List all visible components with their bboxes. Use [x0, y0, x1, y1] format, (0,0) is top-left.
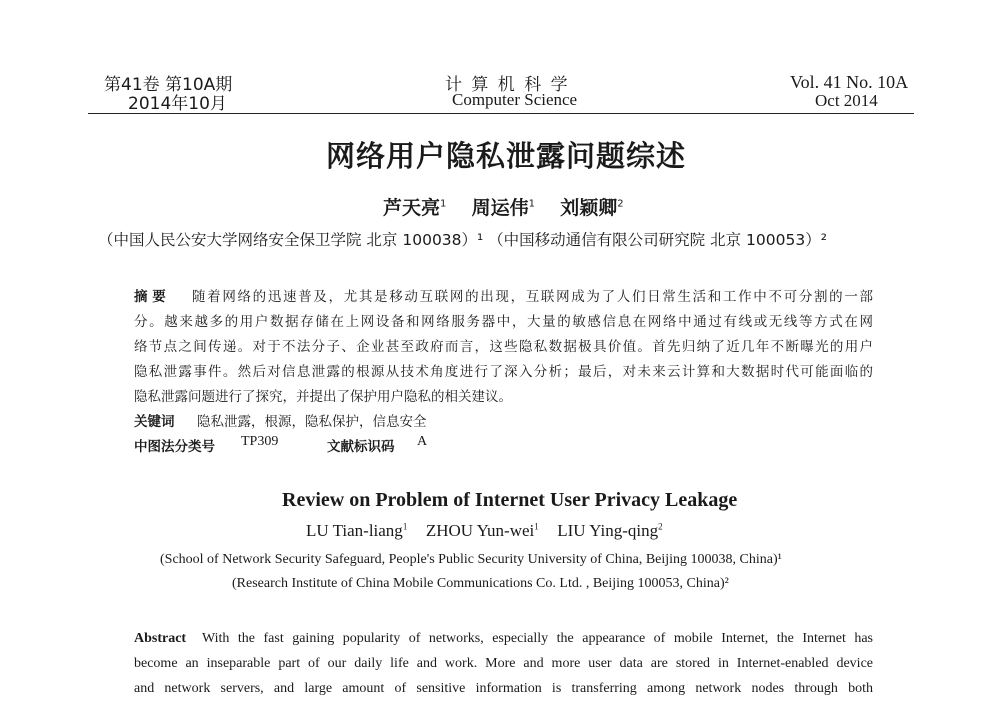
- authors-cn: [383, 193, 624, 220]
- journal-name-en: Computer Science: [452, 90, 578, 109]
- authors-en: [306, 521, 663, 541]
- affiliation-en-1: (School of Network Security Safeguard, People's Public Security University of China, Beijing 100038, China)¹: [160, 552, 782, 567]
- author-3-en-affil: 2: [658, 521, 663, 532]
- keywords-cn-label: 关键词: [134, 414, 175, 430]
- abstract-cn-line-1: 随着网络的迅速普及，尤其是移动互联网的出现，互联网成为了人们日常生活和工作中不可分割的一部: [192, 289, 873, 305]
- paper-title-en: Review on Problem of Internet User Privacy Leakage: [282, 489, 738, 511]
- keywords-cn-value: 隐私泄露，根源，隐私保护，信息安全: [197, 414, 427, 430]
- affiliation-en-2: (Research Institute of China Mobile Communications Co. Ltd. , Beijing 100053, China)²: [232, 576, 729, 591]
- journal-name-cn: 计 算 机 科 学: [445, 75, 570, 95]
- author-1-en: LU Tian-liang: [306, 521, 403, 540]
- abstract-cn-line-3: 络节点之间传递。对于不法分子、企业甚至政府而言，这些隐私数据极具价值。首先归纳了近几年不断曝光的用户: [134, 339, 873, 355]
- author-2-cn: 周运伟: [471, 197, 529, 219]
- abstract-en-label: Abstract: [134, 631, 187, 646]
- abstract-cn-label: 摘 要: [134, 289, 166, 305]
- author-1-cn: 芦天亮: [383, 197, 441, 219]
- header-date-en: Oct 2014: [815, 91, 878, 110]
- author-2-en-affil: 1: [534, 521, 539, 532]
- abstract-cn-line-4: 隐私泄露事件。然后对信息泄露的根源从技术角度进行了深入分析；最后，对未来云计算和大数据时代可能面临的: [134, 364, 873, 380]
- author-1-cn-affil: 1: [440, 198, 447, 210]
- header-date-cn: 2014年10月: [128, 94, 227, 114]
- author-3-cn-affil: 2: [617, 198, 624, 210]
- abstract-cn-line-5: 隐私泄露问题进行了探究，并提出了保护用户隐私的相关建议。: [134, 389, 512, 405]
- author-3-cn: 刘颖卿: [560, 197, 618, 219]
- header-volume-en: Vol. 41 No. 10A: [790, 72, 909, 92]
- abstract-en-line-2: become an inseparable part of our daily life and work. More and more user data are stored in Internet-enabled device: [134, 656, 873, 671]
- affiliations-cn: （中国人民公安大学网络安全保卫学院 北京 100038）¹ （中国移动通信有限公司研究院 北京 100053）²: [98, 231, 827, 249]
- author-3-en: LIU Ying-qing: [557, 521, 659, 540]
- author-1-en-affil: 1: [402, 521, 408, 532]
- abstract-en-line-1: With the fast gaining popularity of networks, especially the appearance of mobile Internet, the Internet has: [202, 631, 873, 646]
- abstract-cn-line-2: 分。越来越多的用户数据存储在上网设备和网络服务器中，大量的敏感信息在网络中通过有线或无线等方式在网: [134, 314, 873, 330]
- classification-label: 中图法分类号: [134, 439, 215, 455]
- header-rule: [88, 113, 914, 114]
- classification-value: TP309: [241, 434, 279, 449]
- document-code-label: 文献标识码: [327, 439, 395, 455]
- document-code-value: A: [417, 434, 428, 449]
- header-volume-issue: 第41卷 第10A期: [104, 75, 233, 95]
- abstract-en-line-3: and network servers, and large amount of sensitive information is transferring among network nodes through both: [134, 681, 873, 696]
- author-2-cn-affil: 1: [528, 198, 536, 210]
- paper-title-cn: 网络用户隐私泄露问题综述: [326, 139, 687, 173]
- author-2-en: ZHOU Yun-wei: [425, 521, 535, 540]
